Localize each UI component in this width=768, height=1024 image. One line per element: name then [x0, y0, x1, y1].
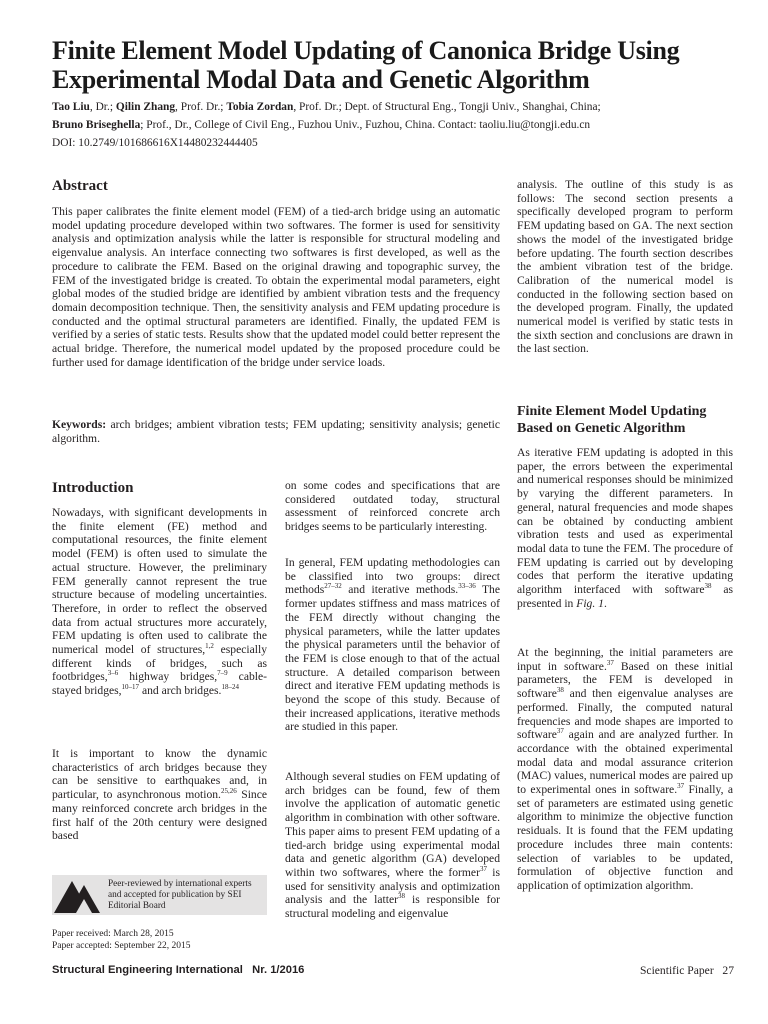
keywords: Keywords: arch bridges; ambient vibration tests; FEM updating; sensitivity analysis; genetic algorithm.: [52, 418, 500, 445]
author-name: Tobia Zordan: [226, 101, 294, 113]
abstract-heading: Abstract: [52, 178, 108, 194]
figure-reference[interactable]: Fig. 1: [576, 596, 604, 610]
author-name: Tao Liu: [52, 101, 90, 113]
intro-paragraph-1: Nowadays, with significant developments in the finite element (FE) method and computational resources, the finite element model (FEM) is often used to simulate the actual structure. However, the preliminary FEM generally cannot represent the true structure because of modeling uncertainties. Therefore, in order to reflect the observed data from actual structures more accurately, FEM updating is often used to calibrate the numerical model of structures,$^{1,2}$ especially different kinds of bridges, such as footbridges,$^{3-6}$ highway bridges,$^{7-9}$ cable-stayed bridges,$^{10-17}$ and arch bridges.$^{18-24}$: [52, 506, 267, 698]
author-name: Qilin Zhang: [115, 101, 176, 113]
date-received: Paper received: March 28, 2015: [52, 929, 174, 939]
sei-logo-icon: [54, 877, 100, 913]
introduction-heading: Introduction: [52, 480, 134, 496]
abstract-text: This paper calibrates the finite element model (FEM) of a tied-arch bridge using an automatic model updating procedure developed within two softwares. The former is used for sensitivity analysis and optimization analysis while the latter is responsible for structural modeling and eigenvalue analysis. An interface connecting two softwares is first developed, as well as the procedure to calibrate the FEM. Based on the original drawing and topographic survey, the FEM of the investigated bridge is created. To obtain the experimental modal parameters, eight global modes of the studied bridge are identified by ambient vibration tests and the frequency domain decomposition technique. Then, the sensitivity analysis and FEM updating procedure is conducted and the optimal structural parameters are identified. Finally, the updated FEM is verified by a series of static tests. Results show that the updated model could better represent the actual bridge. Therefore, the numerical model updated by the proposed procedure could be further used for damage identification of the bridge under service loads.: [52, 205, 500, 369]
paper-title: Finite Element Model Updating of Canonica Bridge Using Experimental Modal Data and Genetic Algorithm: [52, 36, 680, 94]
article-type: Scientific Paper: [639, 964, 714, 977]
page-number: 27: [722, 964, 734, 977]
date-accepted: Paper accepted: September 22, 2015: [52, 941, 191, 951]
citation: 3–6: [107, 669, 119, 678]
citation: 37: [479, 865, 487, 874]
paper-dates: [52, 928, 191, 952]
doi: DOI: 10.2749/101686616X14480232444405: [52, 137, 258, 149]
citation: 38: [556, 686, 564, 695]
citation: 27–32: [324, 582, 342, 591]
authors-line-2: Bruno Briseghella; Prof., Dr., College of Civil Eng., Fuzhou Univ., Fuzhou, China. Contact: taoliu.liu@tongji.edu.cn: [52, 119, 591, 131]
right-paragraph-2: As iterative FEM updating is adopted in this paper, the errors between the experimental and numerical responses should be minimized by varying the different parameters. In general, natural frequencies and mode shapes can be obtained by conducting ambient vibration tests and used as experimental modal data to tune the FEM. The procedure of FEM updating is carried out by developing codes that perform the iterative updating algorithm interfaced with software$^{38}$ as presented in Fig. 1.: [517, 446, 733, 610]
citation: 37: [677, 782, 685, 791]
journal-footer: Structural Engineering International Nr. 1/2016: [52, 964, 305, 976]
citation: 37: [606, 658, 614, 667]
author-block: [52, 98, 732, 152]
middle-paragraph-2: In general, FEM updating methodologies can be classified into two groups: direct methods$^{27-32}$ and iterative methods.$^{33-36}$ The former updates stiffness and mass matrices of the FEM directly without changing the physical parameters, while the latter updates the physical parameters until the behavior of the FEM is close enough to that of the actual structure. A detailed comparison between direct and iterative FEM updating methods is beyond the scope of this study. Because of their increased applications, iterative methods are studied in this paper.: [285, 556, 500, 734]
authors-line-1: Tao Liu, Dr.; Qilin Zhang, Prof. Dr.; Tobia Zordan, Prof. Dr.; Dept. of Structural Eng., Tongji Univ., Shanghai, China;: [52, 101, 601, 113]
section-heading-fem-updating: Finite Element Model Updating Based on Genetic Algorithm: [517, 404, 707, 436]
right-paragraph-3: At the beginning, the initial parameters are input in software.$^{37}$ Based on these initial parameters, the FEM is developed in software$^{38}$ and then eigenvalue analyses are performed. Finally, the computed natural frequencies and mode shapes are imported to software$^{37}$ again and are analyzed further. In accordance with the obtained experimental modal data and modal assurance criterion (MAC) values, numerical modes are paired up to experimental ones in software.$^{37}$ Finally, a set of parameters are estimated using genetic algorithm to minimize the objective function residuals. It is found that the FEM updating procedure includes three main contents: selection of variables to be updated, formulation of objective function and application of optimization algorithm.: [517, 646, 733, 892]
citation: 7–9: [217, 669, 228, 678]
citation: 33–36: [458, 582, 476, 591]
citation: 37: [556, 727, 564, 736]
middle-paragraph-3: Although several studies on FEM updating of arch bridges can be found, few of them involve the application of automatic genetic algorithm in combination with other software. This paper aims to present FEM updating of a tied-arch bridge using experimental modal data and genetic algorithm (GA) developed within two softwares, where the former$^{37}$ is used for sensitivity analysis and optimization analysis and the latter$^{38}$ is responsible for structural modeling and eigenvalue: [285, 770, 500, 921]
peer-review-text: Peer-reviewed by international experts and accepted for publication by SEI Editorial Board: [108, 879, 252, 911]
citation: 25,26: [220, 787, 237, 796]
middle-paragraph-1: on some codes and specifications that are considered outdated today, structural assessment of reinforced concrete arch bridges seems to be particularly interesting.: [285, 479, 500, 534]
page-footer: [590, 964, 734, 977]
citation: 38: [398, 892, 405, 901]
citation: 1,2: [205, 642, 214, 651]
right-paragraph-1: analysis. The outline of this study is as follows: The second section presents a specifically developed program to perform FEM updating based on GA. The next section shows the model of the investigated bridge before updating. The fourth section describes the ambient vibration test of the bridge. Calibration of the numerical model is conducted in the following section based on the developed program. Finally, the updated numerical model is verified by static tests in the sixth section and conclusions are drawn in the last section.: [517, 178, 733, 356]
author-name: Bruno Briseghella: [52, 119, 141, 131]
citation: 10–17: [121, 683, 140, 692]
intro-paragraph-2: It is important to know the dynamic characteristics of arch bridges because they can be sensitive to earthquakes and, in particular, to asynchronous motion.$^{25,26}$ Since many reinforced concrete arch bridges in the first half of the 20th century were designed based: [52, 747, 268, 843]
citation: 18–24: [221, 683, 239, 692]
keywords-label: Keywords:: [52, 418, 107, 431]
citation: 38: [704, 582, 712, 591]
